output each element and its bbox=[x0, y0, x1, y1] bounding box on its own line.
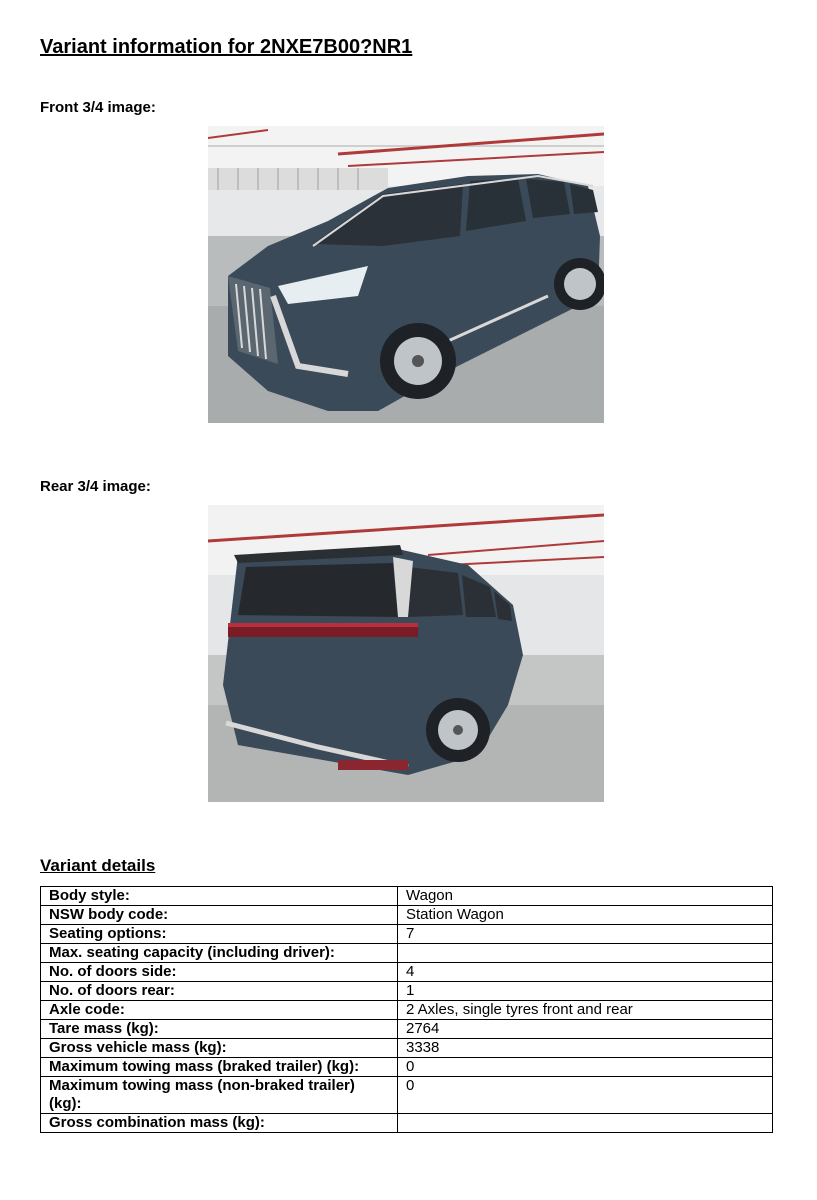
detail-value: 2764 bbox=[398, 1020, 773, 1039]
table-row bbox=[41, 906, 773, 925]
front-three-quarter-photo bbox=[208, 126, 604, 423]
detail-label: Maximum towing mass (non-braked trailer) (kg): bbox=[41, 1077, 398, 1114]
variant-details-heading: Variant details bbox=[40, 856, 156, 875]
table-row bbox=[41, 1114, 773, 1133]
table-row bbox=[41, 982, 773, 1001]
detail-value: 1 bbox=[398, 982, 773, 1001]
detail-label: Gross combination mass (kg): bbox=[41, 1114, 398, 1133]
rear-image-label: Rear 3/4 image: bbox=[40, 478, 151, 495]
table-row bbox=[41, 1020, 773, 1039]
detail-label: Maximum towing mass (braked trailer) (kg): bbox=[41, 1058, 398, 1077]
table-row bbox=[41, 963, 773, 982]
detail-value: 3338 bbox=[398, 1039, 773, 1058]
detail-label: Body style: bbox=[41, 887, 398, 906]
table-row bbox=[41, 925, 773, 944]
detail-value bbox=[398, 1114, 773, 1133]
detail-value: Wagon bbox=[398, 887, 773, 906]
detail-label: NSW body code: bbox=[41, 906, 398, 925]
detail-value bbox=[398, 944, 773, 963]
detail-label: Tare mass (kg): bbox=[41, 1020, 398, 1039]
front-car-image bbox=[208, 126, 604, 423]
detail-label: Axle code: bbox=[41, 1001, 398, 1020]
table-row bbox=[41, 1058, 773, 1077]
front-image-label: Front 3/4 image: bbox=[40, 99, 156, 116]
detail-value: 2 Axles, single tyres front and rear bbox=[398, 1001, 773, 1020]
detail-label: Seating options: bbox=[41, 925, 398, 944]
detail-label: No. of doors rear: bbox=[41, 982, 398, 1001]
detail-label: No. of doors side: bbox=[41, 963, 398, 982]
detail-value: 0 bbox=[398, 1058, 773, 1077]
detail-label: Max. seating capacity (including driver): bbox=[41, 944, 398, 963]
detail-value: 0 bbox=[398, 1077, 773, 1114]
detail-value: 7 bbox=[398, 925, 773, 944]
rear-car-image bbox=[208, 505, 604, 802]
detail-value: 4 bbox=[398, 963, 773, 982]
table-row bbox=[41, 944, 773, 963]
rear-three-quarter-photo bbox=[208, 505, 604, 802]
table-row bbox=[41, 1077, 773, 1114]
detail-label: Gross vehicle mass (kg): bbox=[41, 1039, 398, 1058]
table-row bbox=[41, 1039, 773, 1058]
page-title: Variant information for 2NXE7B00?NR1 bbox=[40, 36, 413, 58]
table-row bbox=[41, 1001, 773, 1020]
detail-value: Station Wagon bbox=[398, 906, 773, 925]
table-row bbox=[41, 887, 773, 906]
variant-details-table bbox=[40, 886, 773, 1133]
